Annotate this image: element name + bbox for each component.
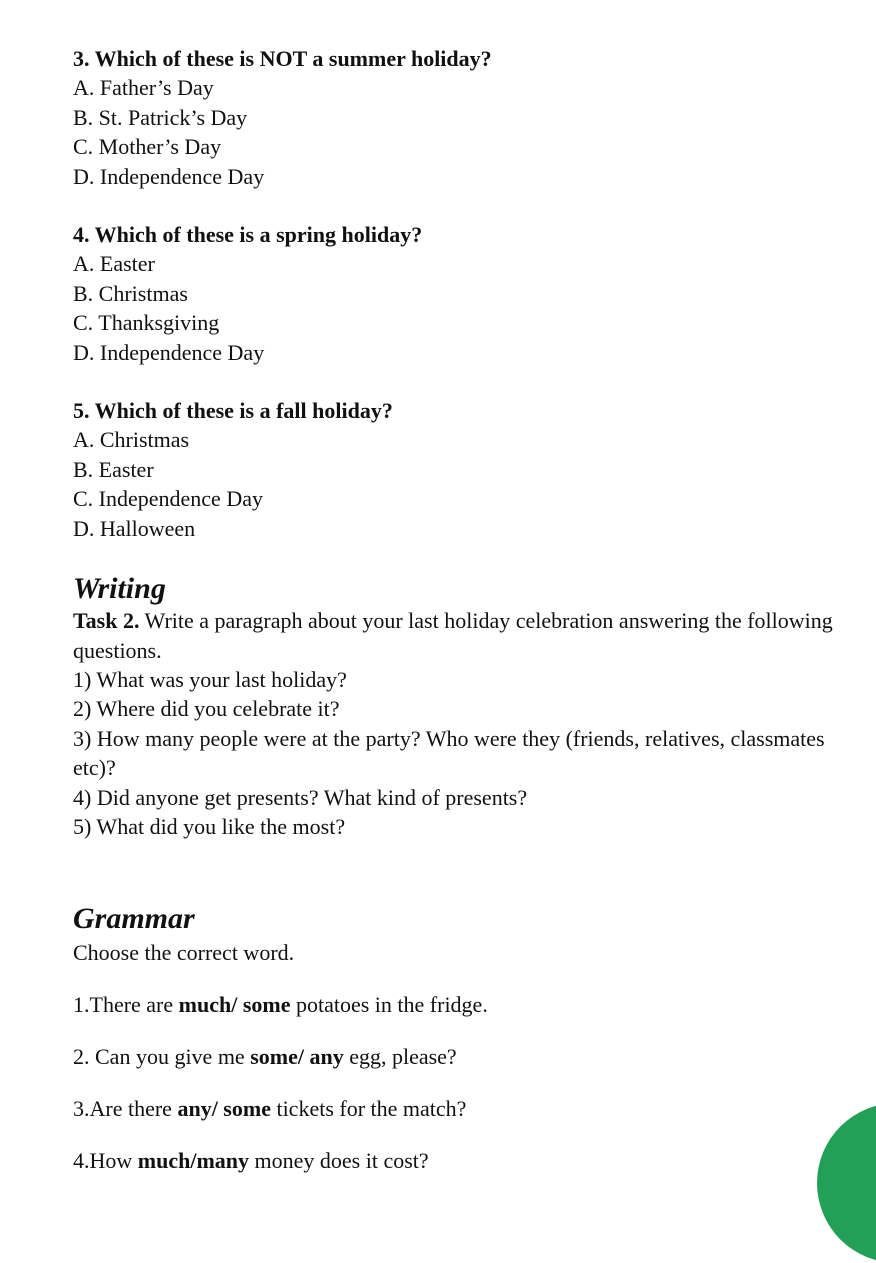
- answer-option: A. Father’s Day: [73, 75, 214, 101]
- grammar-item: [73, 990, 863, 1019]
- writing-question: 5) What did you like the most?: [73, 813, 346, 839]
- word-choice: much/ some: [178, 992, 291, 1017]
- answer-option: A. Easter: [73, 251, 155, 277]
- answer-option: C. Thanksgiving: [73, 310, 220, 336]
- answer-option: C. Independence Day: [73, 486, 263, 512]
- writing-section: [73, 572, 863, 841]
- question-3: [73, 44, 863, 191]
- writing-heading: Writing: [73, 572, 166, 606]
- grammar-section: [73, 902, 863, 1175]
- answer-option: D. Halloween: [73, 515, 196, 541]
- task-label: Task 2.: [73, 608, 140, 634]
- question-5: [73, 396, 863, 543]
- question-title: 4. Which of these is a spring holiday?: [73, 222, 423, 248]
- answer-option: C. Mother’s Day: [73, 134, 222, 160]
- question-title: 3. Which of these is NOT a summer holiday?: [73, 46, 492, 71]
- writing-question: 1) What was your last holiday?: [73, 666, 347, 692]
- grammar-heading: Grammar: [73, 902, 195, 935]
- answer-option: A. Christmas: [73, 427, 190, 453]
- word-choice: some/ any: [250, 1044, 344, 1069]
- grammar-text-after: egg, please?: [343, 1044, 457, 1069]
- writing-question: 2) Where did you celebrate it?: [73, 696, 340, 722]
- grammar-item: [73, 1146, 863, 1175]
- answer-option: B. Christmas: [73, 280, 188, 306]
- grammar-item: [73, 1042, 863, 1071]
- grammar-text-after: potatoes in the fridge.: [290, 992, 488, 1017]
- grammar-text-before: 1.There are: [73, 992, 179, 1017]
- answer-option: B. Easter: [73, 456, 154, 482]
- grammar-item: [73, 1094, 863, 1123]
- grammar-instruction: Choose the correct word.: [73, 940, 295, 965]
- question-4: [73, 220, 863, 367]
- question-title: 5. Which of these is a fall holiday?: [73, 398, 393, 424]
- grammar-text-before: 4.How: [73, 1148, 138, 1173]
- writing-question: 3) How many people were at the party? Who were they (friends, relatives, classmates etc)?: [73, 725, 825, 781]
- word-choice: any/ some: [177, 1096, 271, 1121]
- grammar-text-before: 3.Are there: [73, 1096, 178, 1121]
- task-text: Write a paragraph about your last holiday celebration answering the following questions.: [73, 608, 833, 663]
- worksheet-page: [73, 44, 863, 1173]
- grammar-text-after: tickets for the match?: [270, 1096, 467, 1121]
- grammar-text-after: money does it cost?: [249, 1148, 429, 1173]
- writing-question: 4) Did anyone get presents? What kind of presents?: [73, 784, 528, 810]
- answer-option: D. Independence Day: [73, 163, 265, 189]
- answer-option: B. St. Patrick’s Day: [73, 104, 248, 130]
- grammar-text-before: 2. Can you give me: [73, 1044, 251, 1069]
- word-choice: much/many: [137, 1148, 250, 1173]
- writing-task: [73, 606, 863, 665]
- answer-option: D. Independence Day: [73, 339, 265, 365]
